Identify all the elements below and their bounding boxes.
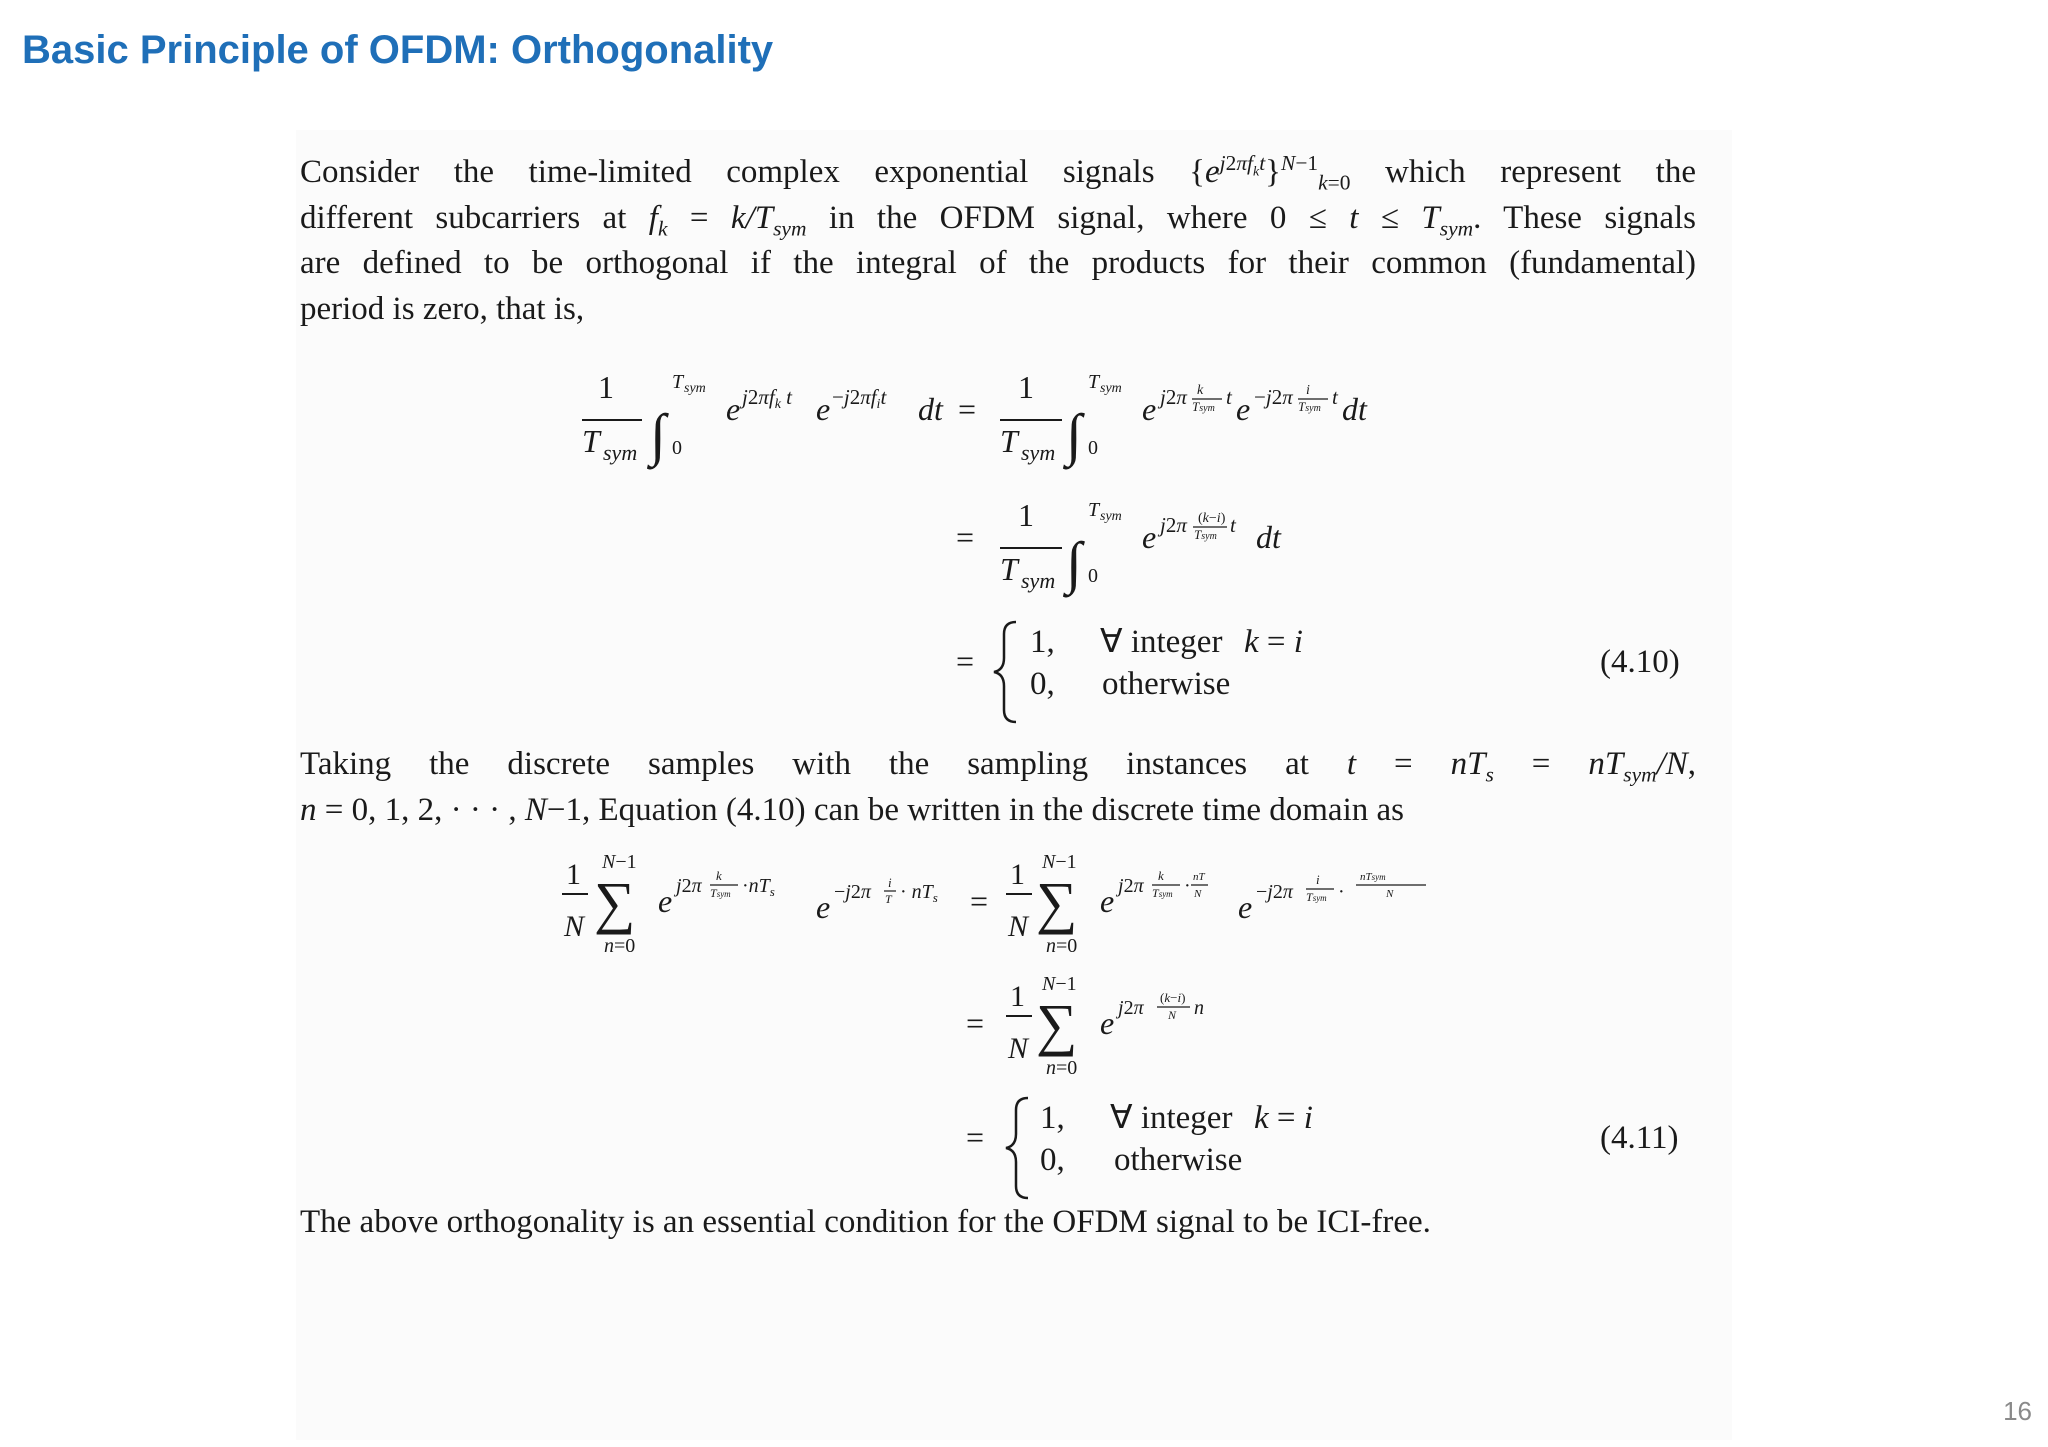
svg-text:∑: ∑ <box>1036 992 1078 1057</box>
svg-text:−j2π: −j2π <box>834 881 871 903</box>
paragraph-conclusion <box>300 1200 1696 1246</box>
svg-text:Tsym: Tsym <box>710 886 731 900</box>
eq410-label: (4.10) <box>1600 644 1680 680</box>
svg-text:e: e <box>1100 883 1115 919</box>
discrete-text-a: Taking the discrete samples with the sampling instances at <box>300 746 1309 782</box>
svg-text:1: 1 <box>598 369 614 405</box>
paragraph-conclusion-line-1: The above orthogonality is an essential condition for the OFDM signal to be ICI-free. <box>300 1204 1431 1240</box>
svg-text:T: T <box>1000 423 1018 459</box>
svg-text:−j2π: −j2π <box>1254 385 1293 409</box>
eq410-case2-condition: otherwise <box>1102 666 1231 702</box>
svg-text:dt: dt <box>1342 391 1367 427</box>
page-number: 16 <box>2003 1396 2032 1426</box>
svg-text:=: = <box>966 1119 985 1155</box>
svg-text:t: t <box>1332 385 1338 409</box>
svg-text:T: T <box>1000 551 1018 587</box>
intro-text-a: Consider the time-limited complex exponential signals <box>300 154 1155 190</box>
svg-text:N: N <box>1386 888 1394 900</box>
svg-text:sym: sym <box>603 440 638 465</box>
signal-set-formula: $\{e^{j2\pi f_kt}\}^{N-1}_{k=0}$ <box>1189 151 1351 195</box>
svg-text:N: N <box>1008 910 1029 943</box>
svg-text:dt: dt <box>918 391 943 427</box>
slide-title: Basic Principle of OFDM: Orthogonality <box>22 28 774 72</box>
eq410-case1-condition: ∀ integer <box>1100 624 1223 660</box>
svg-text:∫: ∫ <box>1066 530 1082 595</box>
intro-text-b: which represent the <box>1385 154 1696 190</box>
svg-text:j2π: j2π <box>1118 997 1144 1019</box>
svg-text:N−1: N−1 <box>1042 973 1077 995</box>
svg-text:sym: sym <box>1021 568 1056 593</box>
svg-text:∑: ∑ <box>1036 870 1078 935</box>
svg-text:·nTs: $\cdot nT_s$ <box>742 875 775 899</box>
svg-text:0: 0 <box>1088 437 1098 459</box>
svg-text:T: T <box>582 423 600 459</box>
svg-text:j2πfk t: j2πfk t <box>742 385 793 412</box>
svg-text:e: e <box>816 391 831 427</box>
svg-text:N: N <box>1168 1008 1177 1022</box>
svg-text:e: e <box>1238 889 1253 925</box>
paragraph-intro-line-4: period is zero, that is, <box>300 290 585 327</box>
paragraph-intro-line-1 <box>300 150 1696 196</box>
time-range-formula: $0 \le t \le T_{sym}$ <box>1269 199 1474 241</box>
svg-text:=: = <box>966 1005 985 1041</box>
svg-text:=: = <box>958 391 977 427</box>
eq410-case1-value: 1, <box>1030 624 1055 660</box>
eq410-case2-value: 0, <box>1030 666 1055 702</box>
svg-text:N: N <box>1194 888 1202 900</box>
svg-text:T: T <box>672 371 684 393</box>
svg-text:dt: dt <box>1256 519 1281 555</box>
eq411-case2-value: 0, <box>1040 1142 1065 1178</box>
svg-text:e: e <box>1100 1005 1115 1041</box>
svg-text:k: k <box>716 868 722 883</box>
svg-text:·: · <box>1184 875 1191 897</box>
svg-text:(k−i): (k−i) <box>1198 511 1226 526</box>
paragraph-intro-line-3: are defined to be orthogonal if the integral of the products for their common (fundamental) <box>300 245 1696 281</box>
svg-text:n=0: n=0 <box>1046 935 1078 957</box>
svg-text:e: e <box>658 883 673 919</box>
svg-text:Tsym: Tsym <box>1306 890 1327 904</box>
paragraph-discrete <box>300 742 1696 833</box>
svg-text:N: N <box>1008 1032 1029 1065</box>
svg-text:k = i: k = i <box>1244 624 1303 660</box>
svg-text:nT: nT <box>1193 871 1205 883</box>
svg-text:1: 1 <box>1010 980 1025 1013</box>
svg-text:Tsym: Tsym <box>1298 399 1321 414</box>
svg-text:n=0: n=0 <box>604 935 636 957</box>
svg-text:j2π: j2π <box>1160 385 1187 409</box>
svg-text:sym: sym <box>1100 381 1122 396</box>
svg-text:1: 1 <box>1018 369 1034 405</box>
sampling-instance-formula: $t = nT_s = nT_{sym}/N$, <box>1346 746 1697 787</box>
discrete-text-b: Equation (4.10) can be written in the discrete time domain as <box>598 791 1404 828</box>
svg-text:∫: ∫ <box>650 402 666 467</box>
svg-text:e: e <box>726 391 741 427</box>
paragraph-intro-line-2 <box>300 196 1696 242</box>
eq411-case1-value: 1, <box>1040 1100 1065 1136</box>
svg-text:e: e <box>1142 519 1157 555</box>
svg-text:Tsym: Tsym <box>1192 399 1215 414</box>
svg-text:Tsym: Tsym <box>1152 886 1173 900</box>
svg-text:·: · <box>1338 881 1345 903</box>
svg-text:k: k <box>1158 868 1164 883</box>
svg-text:j2π: j2π <box>1118 875 1144 897</box>
svg-text:1: 1 <box>1018 497 1034 533</box>
svg-text:j2π: j2π <box>676 875 702 897</box>
svg-text:k = i: k = i <box>1254 1100 1313 1136</box>
svg-text:n: n <box>1194 997 1204 1019</box>
svg-text:j2π: j2π <box>1160 513 1187 537</box>
svg-text:sym: sym <box>1021 440 1056 465</box>
svg-text:sym: sym <box>1100 509 1122 524</box>
svg-text:(k−i): (k−i) <box>1160 990 1186 1005</box>
svg-text:−j2π: −j2π <box>1256 881 1293 903</box>
intro-text-c: different subcarriers at <box>300 199 627 236</box>
svg-text:e: e <box>816 889 831 925</box>
svg-text:i: i <box>1316 872 1320 887</box>
svg-text:n=0: n=0 <box>1046 1057 1078 1079</box>
svg-text:T: T <box>1088 371 1100 393</box>
svg-text:1: 1 <box>566 858 581 891</box>
subcarrier-frequency-formula: $f_k = k/T_{sym}$ <box>648 199 807 241</box>
svg-text:nTsym: nTsym <box>1360 871 1386 883</box>
svg-text:i: i <box>888 875 892 890</box>
sample-index-formula: n = 0, 1, 2, · · · , N−1, <box>300 791 591 828</box>
svg-text:∫: ∫ <box>1066 402 1082 467</box>
svg-text:−j2πfit: −j2πfit <box>832 385 887 412</box>
paragraph-discrete-line-2 <box>300 788 1696 834</box>
paragraph-discrete-line-1 <box>300 742 1696 788</box>
svg-text:=: = <box>970 883 989 919</box>
eq411-case1-condition: ∀ integer <box>1110 1100 1233 1136</box>
svg-text:1: 1 <box>1010 858 1025 891</box>
intro-text-e: . These signals <box>1473 199 1697 236</box>
svg-text:N−1: N−1 <box>602 851 637 873</box>
svg-text:=: = <box>956 643 975 679</box>
svg-text:0: 0 <box>1088 565 1098 587</box>
svg-text:i: i <box>1306 383 1310 398</box>
svg-text:· nTs: · $nT_s$ <box>900 881 938 905</box>
svg-text:=: = <box>956 519 975 555</box>
svg-text:N−1: N−1 <box>1042 851 1077 873</box>
svg-text:∑: ∑ <box>594 870 636 935</box>
eq411-case2-condition: otherwise <box>1114 1142 1243 1178</box>
eq411-label: (4.11) <box>1600 1120 1679 1156</box>
svg-text:e: e <box>1236 391 1251 427</box>
svg-text:sym: sym <box>684 381 706 396</box>
svg-text:t: t <box>1226 385 1232 409</box>
svg-text:t: t <box>1230 513 1236 537</box>
svg-text:e: e <box>1142 391 1157 427</box>
svg-text:k: k <box>1197 383 1204 398</box>
svg-text:0: 0 <box>672 437 682 459</box>
paragraph-intro <box>300 150 1696 332</box>
svg-text:T: T <box>1088 499 1100 521</box>
svg-text:Tsym: Tsym <box>1194 527 1217 542</box>
svg-text:N: N <box>564 910 585 943</box>
svg-text:T: T <box>885 892 892 906</box>
intro-text-d: in the OFDM signal, where <box>828 199 1248 236</box>
